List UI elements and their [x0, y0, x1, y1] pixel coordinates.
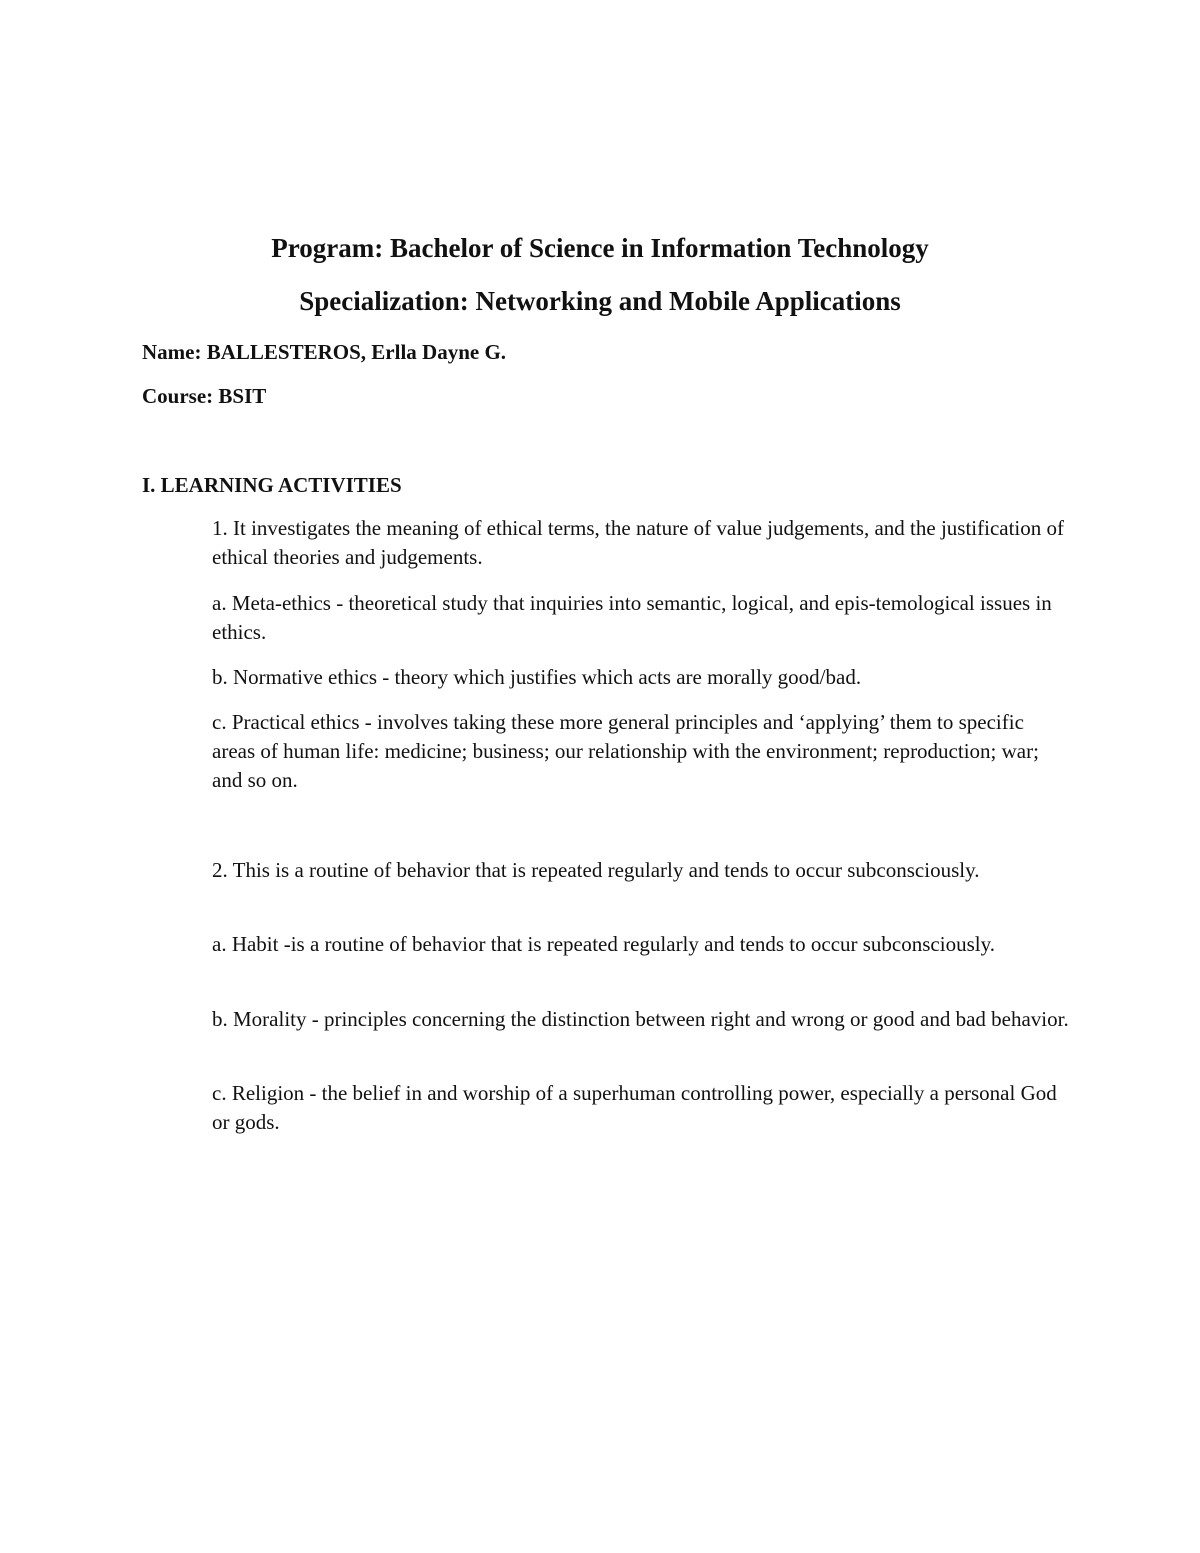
question-2-answer-a: a. Habit -is a routine of behavior that is repeated regularly and tends to occur subconsciously. [212, 932, 995, 956]
question-2-prompt: 2. This is a routine of behavior that is repeated regularly and tends to occur subconsciously. [212, 858, 980, 882]
specialization-title: Specialization: Networking and Mobile Applications [299, 286, 901, 316]
question-2-answer-c: c. Religion - the belief in and worship of a superhuman controlling power, especially a personal God or gods. [212, 1081, 1057, 1134]
question-1-prompt: 1. It investigates the meaning of ethical terms, the nature of value judgements, and the justification of ethical theories and judgements. [212, 516, 1064, 569]
program-title: Program: Bachelor of Science in Information Technology [271, 233, 929, 263]
question-2-answer-b: b. Morality - principles concerning the distinction between right and wrong or good and bad behavior. [212, 1007, 1069, 1031]
question-1-answer-a: a. Meta-ethics - theoretical study that inquiries into semantic, logical, and epis-temological issues in ethics. [212, 591, 1052, 644]
student-name: Name: BALLESTEROS, Erlla Dayne G. [142, 340, 507, 364]
section-heading: I. LEARNING ACTIVITIES [142, 473, 402, 497]
question-1-answer-c: c. Practical ethics - involves taking these more general principles and ‘applying’ them to specific areas of human life: medicine; business; our relationship with the environment; reproduction; war; and so on. [212, 710, 1039, 792]
student-course: Course: BSIT [142, 384, 267, 408]
question-1-answer-b: b. Normative ethics - theory which justifies which acts are morally good/bad. [212, 665, 862, 689]
